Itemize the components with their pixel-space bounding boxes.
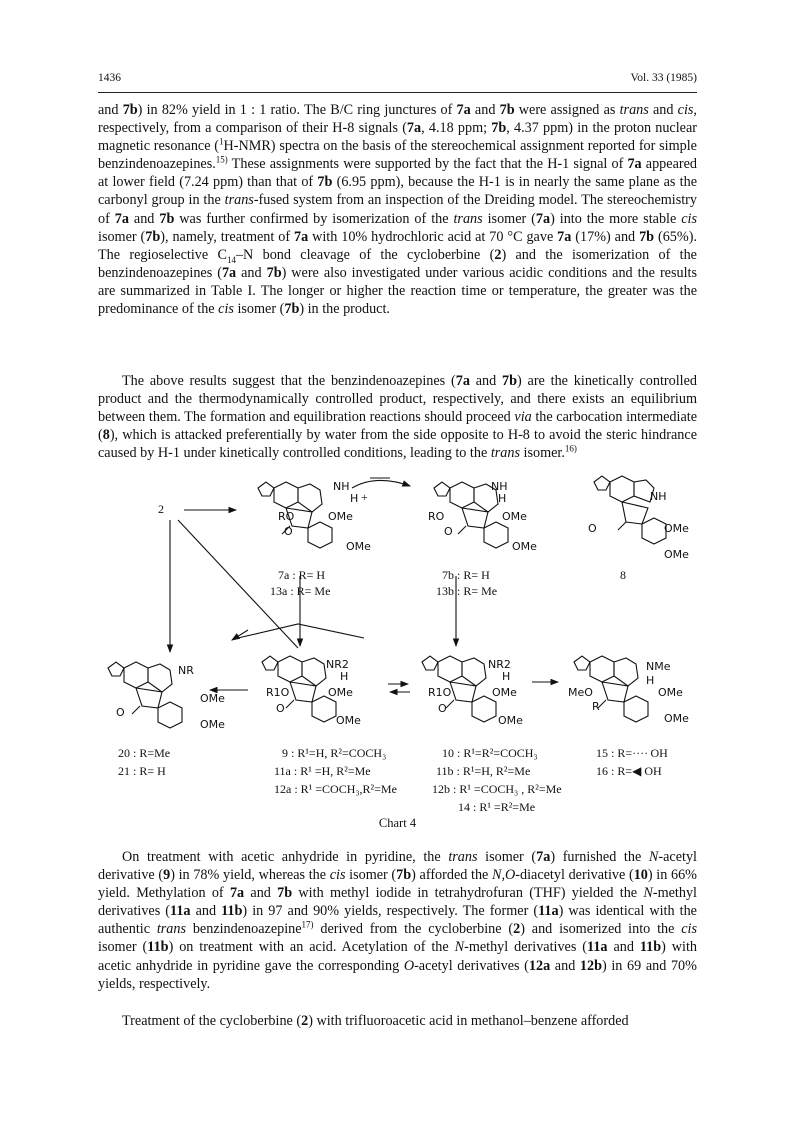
label-15: 15 : R=···· OH xyxy=(596,746,668,760)
text-ome-9-2: OMe xyxy=(336,714,361,727)
header-rule xyxy=(98,92,697,93)
text-ro-7b: RO xyxy=(428,510,445,523)
text-nh-7a: NH xyxy=(333,480,350,493)
journal-volume: Vol. 33 (1985) xyxy=(630,72,697,84)
branch-line xyxy=(238,624,364,638)
paragraph-2: The above results suggest that the benzindenoazepines (7a and 7b) are the kinetically controlled product and the thermodynamically controlled product, respectively, and there exists an equilibrium between them. The formation and equilibration reactions should proceed via the carbocation intermediate (8), which is attacked preferentially by water from the side opposite to H-8 to avoid the steric hindrance caused by H-1 under kinetically controlled conditions, leading to the trans isomer.$^{16)}$ xyxy=(98,373,697,462)
text-o-7b: O xyxy=(444,525,453,538)
text-ome-8-1: OMe xyxy=(664,522,689,535)
text-plus: + xyxy=(361,490,368,504)
text-nme-15: NMe xyxy=(646,660,671,673)
text-r-15: R xyxy=(592,700,600,713)
text-o-7a: O xyxy=(284,525,293,538)
label-12a: 12a : R¹ =COCH₃,R²=Me xyxy=(274,782,397,796)
text-o-8: O xyxy=(588,522,597,535)
arrow-7a-to-7b xyxy=(352,480,410,488)
text-ome-7a-2: OMe xyxy=(346,540,371,553)
text-ome-8-2: OMe xyxy=(664,548,689,561)
text-r1o-10: R1O xyxy=(428,686,452,699)
text-o-9: O xyxy=(276,702,285,715)
structure-7a xyxy=(258,482,332,548)
text-ome-7a-1: OMe xyxy=(328,510,353,523)
text-o-10: O xyxy=(438,702,447,715)
page-number: 1436 xyxy=(98,72,121,84)
text-nr2-10: NR2 xyxy=(488,658,511,671)
text-nr2-9: NR2 xyxy=(326,658,349,671)
text-ome-10-2: OMe xyxy=(498,714,523,727)
text-ome-20-1: OMe xyxy=(200,692,225,705)
text-ome-7b-2: OMe xyxy=(512,540,537,553)
text-nh-8: NH xyxy=(650,490,667,503)
label-7b: 7b : R= H xyxy=(442,568,490,582)
text-h-10: H xyxy=(502,670,511,683)
label-11a: 11a : R¹ =H, R²=Me xyxy=(274,764,371,778)
text-ome-10-1: OMe xyxy=(492,686,517,699)
structure-8 xyxy=(594,476,666,544)
text-o-20: O xyxy=(116,706,125,719)
label-13a: 13a : R= Me xyxy=(270,584,331,598)
text-nr: NR xyxy=(178,664,194,677)
chart-caption: Chart 4 xyxy=(378,816,417,830)
label-8: 8 xyxy=(620,568,626,582)
text-ome-9-1: OMe xyxy=(328,686,353,699)
label-reactant-2: 2 xyxy=(158,502,164,516)
text-h-7b: H xyxy=(498,492,507,505)
label-13b: 13b : R= Me xyxy=(436,584,498,598)
chart-4-scheme xyxy=(98,470,697,830)
text-ome-15-1: OMe xyxy=(658,686,683,699)
text-meo-15: MeO xyxy=(568,686,593,699)
label-16: 16 : R=◀ OH xyxy=(596,764,662,778)
reaction-scheme-graphic xyxy=(98,470,697,790)
label-7a: 7a : R= H xyxy=(278,568,326,582)
text-r1o-9: R1O xyxy=(266,686,290,699)
text-ome-15-2: OMe xyxy=(664,712,689,725)
text-h-9: H xyxy=(340,670,349,683)
label-11b: 11b : R¹=H, R²=Me xyxy=(436,764,531,778)
text-ome-20-2: OMe xyxy=(200,718,225,731)
text-ome-7b-1: OMe xyxy=(502,510,527,523)
label-14: 14 : R¹ =R²=Me xyxy=(458,800,536,814)
paragraph-1: and 7b) in 82% yield in 1 : 1 ratio. The B/C ring junctures of 7a and 7b were assigned as trans and cis, respectively, from a comparison of their H-8 signals (7a, 4.18 ppm; 7b, 4.37 ppm) in the proton nuclear magnetic resonance ($^1$H-NMR) spectra on the basis of the stereochemical assignment reported for simple benzindenoazepines.$^{15)}$ These assignments were supported by the fact that the H-1 signal of 7a appeared at lower field (7.24 ppm) than that of 7b (6.95 ppm), because the H-1 is in nearly the same plane as the carbonyl group in the trans-fused system from an inspection of the Dreiding model. The stereochemistry of 7a and 7b was further confirmed by isomerization of the trans isomer (7a) into the more stable cis isomer (7b), namely, treatment of 7a with 10% hydrochloric acid at 70 °C gave 7a (17%) and 7b (65%). The regioselective $C_{14}-N$ bond cleavage of the cycloberbine (2) and the isomerization of the benzindenoazepines (7a and 7b) were also investigated under various acidic conditions and the results are summarized in Table I. The longer or higher the reaction time or temperature, the greater was the predominance of the cis isomer (7b) in the product. xyxy=(98,102,697,318)
page-header xyxy=(98,70,697,90)
text-nh-7b: NH xyxy=(491,480,508,493)
label-10: 10 : R¹=R²=COCH₃ xyxy=(442,746,538,760)
paragraph-3: On treatment with acetic anhydride in pyridine, the trans isomer (7a) furnished the N-acetyl derivative (9) in 78% yield, whereas the cis isomer (7b) afforded the N,O-diacetyl derivative (10) in 66% yield. Methylation of 7a and 7b with methyl iodide in tetrahydrofuran (THF) yielded the N-methyl derivatives (11a and 11b) in 97 and 90% yields, respectively. The former (11a) was identical with the authentic trans benzindenoazepine$^{17)}$ derived from the cycloberbine (2) and isomerized into the cis isomer (11b) on treatment with an acid. Acetylation of the N-methyl derivatives (11a and 11b) with acetic anhydride in pyridine gave the corresponding O-acetyl derivatives (12a and 12b) in 69 and 70% yields, respectively. xyxy=(98,849,698,992)
text-h-7a: H xyxy=(350,492,359,505)
label-9: 9 : R¹=H, R²=COCH₃ xyxy=(282,746,387,760)
label-20: 20 : R=Me xyxy=(118,746,171,760)
label-21: 21 : R= H xyxy=(118,764,166,778)
label-12b: 12b : R¹ =COCH₃ , R²=Me xyxy=(432,782,562,796)
text-h-15: H xyxy=(646,674,655,687)
paragraph-4: Treatment of the cycloberbine (2) with trifluoroacetic acid in methanol–benzene afforded xyxy=(122,1013,629,1029)
text-ro-7a: RO xyxy=(278,510,295,523)
